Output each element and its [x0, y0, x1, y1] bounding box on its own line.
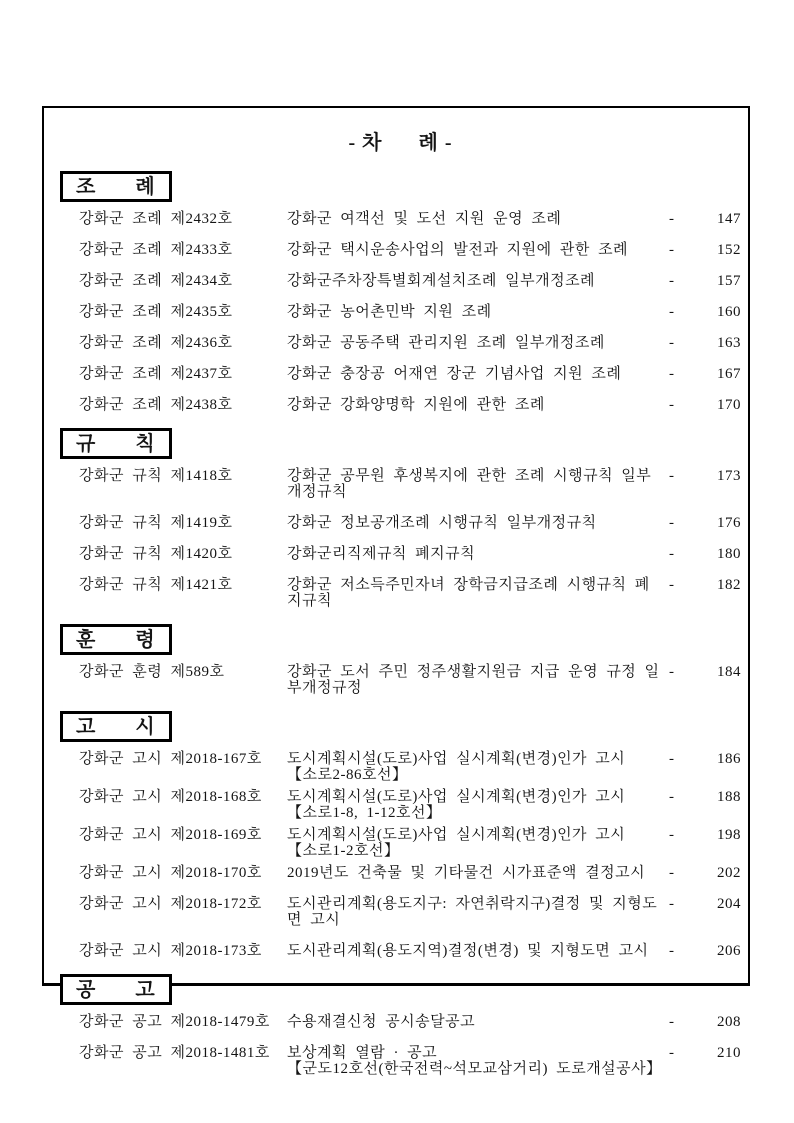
entry-doc-number: 강화군 규칙 제1421호 — [79, 577, 233, 593]
section-rows — [60, 468, 741, 609]
page-number: 173 — [717, 468, 741, 484]
toc-sections — [60, 171, 741, 1077]
page-title: - 차 례 - — [348, 132, 453, 154]
entry-title-block — [287, 366, 669, 382]
section-header-box — [60, 428, 172, 459]
entry-page-ref — [669, 242, 741, 258]
entry-doc-number: 강화군 조례 제2435호 — [79, 304, 233, 320]
page-dash: - — [669, 335, 675, 351]
page-number: 176 — [717, 515, 741, 531]
toc-entry-row — [60, 242, 741, 258]
entry-doc-number: 강화군 고시 제2018-173호 — [79, 943, 262, 959]
entry-title: 강화군 도서 주민 정주생활지원금 지급 운영 규정 일부개정규정 — [287, 664, 660, 696]
page-number: 170 — [717, 397, 741, 413]
entry-title: 강화군 농어촌민박 지원 조례 — [287, 304, 492, 320]
toc-entry-row — [60, 577, 741, 609]
section-rows — [60, 664, 741, 696]
entry-title: 강화군 공무원 후생복지에 관한 조례 시행규칙 일부개정규칙 — [287, 468, 652, 500]
page-dash: - — [669, 397, 675, 413]
entry-title: 도시관리계획(용도지역)결정(변경) 및 지형도면 고시 — [287, 943, 649, 959]
section-header-box — [60, 171, 172, 202]
page-dash: - — [669, 664, 675, 680]
entry-doc-number: 강화군 규칙 제1420호 — [79, 546, 233, 562]
toc-entry-row — [60, 211, 741, 227]
page-dash: - — [669, 896, 675, 912]
entry-doc-number: 강화군 조례 제2437호 — [79, 366, 233, 382]
entry-page-ref — [669, 896, 741, 912]
entry-title-block — [287, 865, 669, 881]
entry-page-ref — [669, 943, 741, 959]
toc-entry-row — [60, 943, 741, 959]
entry-page-ref — [669, 335, 741, 351]
toc-section — [60, 624, 741, 696]
entry-page-ref — [669, 468, 741, 484]
entry-doc-number: 강화군 고시 제2018-167호 — [79, 751, 262, 767]
entry-title: 도시계획시설(도로)사업 실시계획(변경)인가 고시 — [287, 751, 626, 767]
entry-doc-number: 강화군 조례 제2433호 — [79, 242, 233, 258]
entry-doc-number: 강화군 조례 제2438호 — [79, 397, 233, 413]
page-dash: - — [669, 242, 675, 258]
entry-title: 강화군리직제규칙 폐지규칙 — [287, 546, 476, 562]
toc-frame — [42, 106, 750, 1077]
entry-page-ref — [669, 397, 741, 413]
section-label: 조 례 — [76, 175, 155, 198]
toc-entry-row — [60, 664, 741, 696]
entry-title-block — [287, 515, 669, 531]
page-number: 152 — [717, 242, 741, 258]
page-number: 208 — [717, 1014, 741, 1030]
entry-doc-number: 강화군 훈령 제589호 — [79, 664, 225, 680]
entry-title: 강화군 택시운송사업의 발전과 지원에 관한 조례 — [287, 242, 629, 258]
entry-doc-number: 강화군 조례 제2432호 — [79, 211, 233, 227]
entry-title-block — [287, 211, 669, 227]
section-header-box — [60, 974, 172, 1005]
entry-title-block — [287, 943, 669, 959]
toc-entry-row — [60, 789, 741, 821]
toc-content — [44, 108, 748, 1077]
entry-page-ref — [669, 1045, 741, 1061]
entry-page-ref — [669, 546, 741, 562]
page-number: 157 — [717, 273, 741, 289]
entry-title-block — [287, 664, 669, 696]
page-dash: - — [669, 577, 675, 593]
page-number: 204 — [717, 896, 741, 912]
page-dash: - — [669, 865, 675, 881]
entry-doc-number: 강화군 고시 제2018-169호 — [79, 827, 262, 843]
toc-entry-row — [60, 827, 741, 859]
entry-title: 보상계획 열람 · 공고 — [287, 1045, 438, 1061]
entry-page-ref — [669, 304, 741, 320]
toc-entry-row — [60, 515, 741, 531]
entry-title-block — [287, 1045, 669, 1077]
entry-subtitle: 【소로2-86호선】 — [287, 767, 408, 783]
entry-title: 강화군 공동주택 관리지원 조례 일부개정조례 — [287, 335, 605, 351]
entry-title: 강화군 여객선 및 도선 지원 운영 조례 — [287, 211, 562, 227]
section-rows — [60, 751, 741, 959]
page-number: 184 — [717, 664, 741, 680]
page-dash: - — [669, 1045, 675, 1061]
page-number: 167 — [717, 366, 741, 382]
section-header-box — [60, 624, 172, 655]
entry-doc-number: 강화군 조례 제2434호 — [79, 273, 233, 289]
entry-title-block — [287, 751, 669, 783]
page-dash: - — [669, 1014, 675, 1030]
toc-entry-row — [60, 468, 741, 500]
page-number: 210 — [717, 1045, 741, 1061]
entry-title-block — [287, 397, 669, 413]
page-dash: - — [669, 751, 675, 767]
toc-entry-row — [60, 366, 741, 382]
entry-title-block — [287, 468, 669, 500]
entry-page-ref — [669, 515, 741, 531]
entry-page-ref — [669, 1014, 741, 1030]
page-dash: - — [669, 468, 675, 484]
page-dash: - — [669, 515, 675, 531]
entry-title: 강화군 강화양명학 지원에 관한 조례 — [287, 397, 545, 413]
entry-doc-number: 강화군 고시 제2018-168호 — [79, 789, 262, 805]
page-dash: - — [669, 827, 675, 843]
toc-entry-row — [60, 273, 741, 289]
entry-doc-number: 강화군 공고 제2018-1481호 — [79, 1045, 270, 1061]
section-rows — [60, 211, 741, 413]
toc-section — [60, 711, 741, 959]
section-rows — [60, 1014, 741, 1077]
toc-entry-row — [60, 1045, 741, 1077]
page-number: 198 — [717, 827, 741, 843]
page-number: 147 — [717, 211, 741, 227]
entry-title: 수용재결신청 공시송달공고 — [287, 1014, 476, 1030]
page-dash: - — [669, 366, 675, 382]
section-label: 고 시 — [76, 715, 155, 738]
entry-page-ref — [669, 273, 741, 289]
section-header-box — [60, 711, 172, 742]
entry-page-ref — [669, 366, 741, 382]
toc-entry-row — [60, 751, 741, 783]
toc-entry-row — [60, 546, 741, 562]
entry-title-block — [287, 896, 669, 928]
entry-page-ref — [669, 789, 741, 805]
page-number: 186 — [717, 751, 741, 767]
toc-section — [60, 428, 741, 609]
page-number: 202 — [717, 865, 741, 881]
toc-entry-row — [60, 865, 741, 881]
section-label: 훈 령 — [76, 628, 155, 651]
entry-title: 2019년도 건축물 및 기타물건 시가표준액 결정고시 — [287, 865, 646, 881]
entry-doc-number: 강화군 규칙 제1418호 — [79, 468, 233, 484]
entry-title: 도시관리계획(용도지구: 자연취락지구)결정 및 지형도면 고시 — [287, 896, 658, 928]
page-number: 188 — [717, 789, 741, 805]
entry-subtitle: 【소로1-8, 1-12호선】 — [287, 805, 442, 821]
entry-title-block — [287, 242, 669, 258]
entry-title: 강화군 정보공개조례 시행규칙 일부개정규칙 — [287, 515, 597, 531]
entry-page-ref — [669, 865, 741, 881]
page-dash: - — [669, 273, 675, 289]
page-dash: - — [669, 304, 675, 320]
toc-entry-row — [60, 304, 741, 320]
page-dash: - — [669, 211, 675, 227]
entry-page-ref — [669, 827, 741, 843]
page-dash: - — [669, 943, 675, 959]
entry-title: 강화군 충장공 어재연 장군 기념사업 지원 조례 — [287, 366, 622, 382]
page-dash: - — [669, 546, 675, 562]
page-number: 182 — [717, 577, 741, 593]
toc-entry-row — [60, 335, 741, 351]
entry-subtitle: 【군도12호선(한국전력~석모교삼거리) 도로개설공사】 — [287, 1061, 662, 1077]
entry-doc-number: 강화군 고시 제2018-170호 — [79, 865, 262, 881]
entry-title-block — [287, 273, 669, 289]
entry-title-block — [287, 577, 669, 609]
entry-page-ref — [669, 664, 741, 680]
entry-subtitle: 【소로1-2호선】 — [287, 843, 400, 859]
entry-doc-number: 강화군 고시 제2018-172호 — [79, 896, 262, 912]
page-number: 180 — [717, 546, 741, 562]
entry-title: 강화군 저소득주민자녀 장학금지급조례 시행규칙 폐지규칙 — [287, 577, 650, 609]
entry-doc-number: 강화군 공고 제2018-1479호 — [79, 1014, 270, 1030]
page-dash: - — [669, 789, 675, 805]
entry-title: 강화군주차장특별회계설치조례 일부개정조례 — [287, 273, 596, 289]
entry-page-ref — [669, 577, 741, 593]
entry-doc-number: 강화군 조례 제2436호 — [79, 335, 233, 351]
page-number: 160 — [717, 304, 741, 320]
entry-title: 도시계획시설(도로)사업 실시계획(변경)인가 고시 — [287, 827, 626, 843]
entry-title: 도시계획시설(도로)사업 실시계획(변경)인가 고시 — [287, 789, 626, 805]
entry-title-block — [287, 304, 669, 320]
toc-section — [60, 171, 741, 413]
toc-entry-row — [60, 1014, 741, 1030]
toc-entry-row — [60, 896, 741, 928]
entry-doc-number: 강화군 규칙 제1419호 — [79, 515, 233, 531]
toc-section — [60, 974, 741, 1077]
section-label: 공 고 — [76, 978, 155, 1001]
toc-entry-row — [60, 397, 741, 413]
page-number: 163 — [717, 335, 741, 351]
entry-title-block — [287, 789, 669, 821]
entry-page-ref — [669, 751, 741, 767]
entry-title-block — [287, 1014, 669, 1030]
entry-title-block — [287, 827, 669, 859]
section-label: 규 칙 — [76, 432, 155, 455]
entry-title-block — [287, 335, 669, 351]
entry-page-ref — [669, 211, 741, 227]
page-number: 206 — [717, 943, 741, 959]
entry-title-block — [287, 546, 669, 562]
